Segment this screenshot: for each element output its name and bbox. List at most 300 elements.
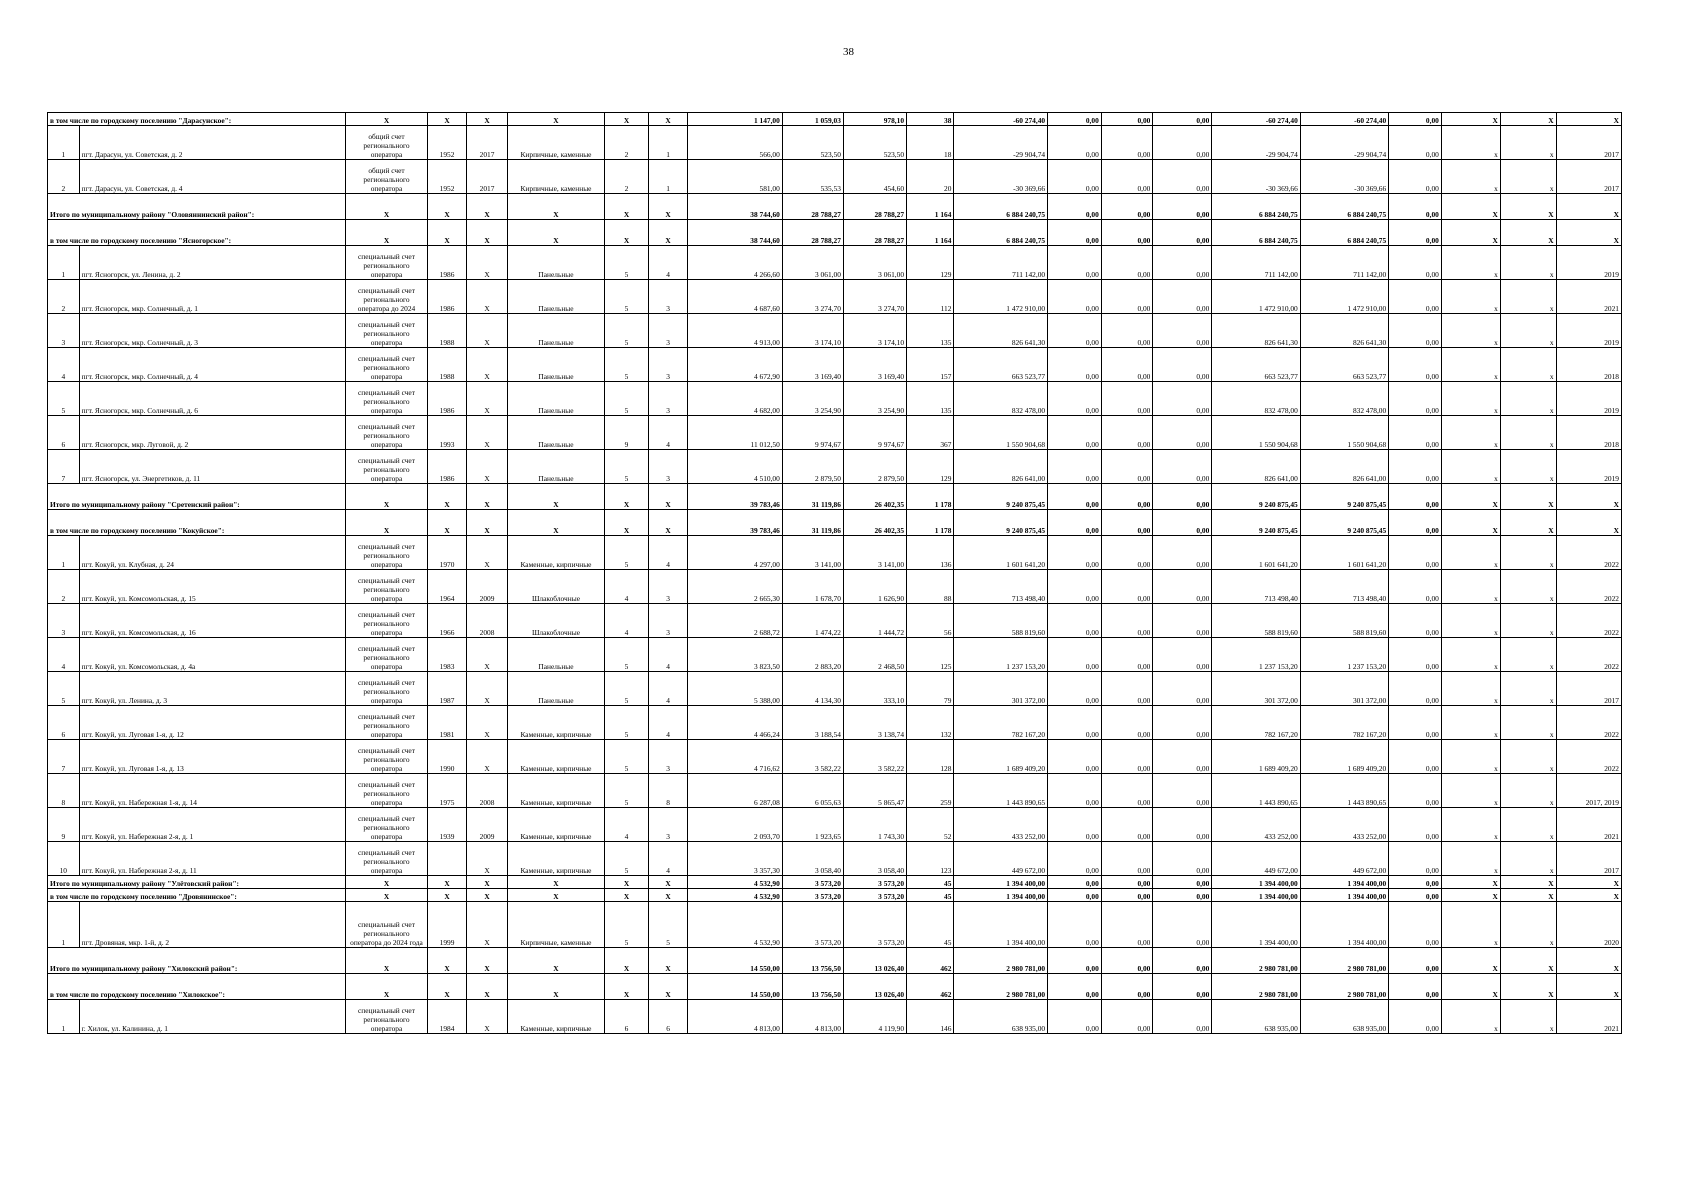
fund-1-cell: 0,00 [1048, 348, 1102, 382]
repair-year-cell: X [467, 510, 508, 536]
repair-year-cell: X [467, 246, 508, 280]
limit-2-cell: x [1500, 604, 1556, 638]
fund-2-cell: 0,00 [1101, 808, 1153, 842]
fund-3-cell: 0,00 [1153, 113, 1212, 126]
owners-funds-cell: 638 935,00 [1212, 1000, 1300, 1034]
total-area-cell: 4 913,00 [688, 314, 783, 348]
residents-cell: 132 [907, 706, 954, 740]
residents-cell: 146 [907, 1000, 954, 1034]
fund-3-cell: 0,00 [1153, 450, 1212, 484]
table-row [48, 706, 1622, 740]
owners-funds-cell: 2 980 781,00 [1212, 974, 1300, 1000]
specific-cost-cell: 0,00 [1389, 126, 1442, 160]
residents-cell: 45 [907, 902, 954, 948]
floors-cell: 5 [604, 774, 648, 808]
wall-material-cell: X [508, 889, 605, 902]
fund-1-cell: 0,00 [1048, 246, 1102, 280]
address-cell: пгт. Кокуй, ул. Луговая 1-я, д. 13 [79, 740, 345, 774]
row-number-cell: 3 [48, 604, 80, 638]
repair-year-cell: 2008 [467, 604, 508, 638]
area-premises-cell: 3 573,20 [782, 876, 843, 889]
planned-year-cell: X [1556, 510, 1621, 536]
owners-funds-cell: 1 689 409,20 [1212, 740, 1300, 774]
table-row [48, 570, 1622, 604]
subtotal-row [48, 194, 1622, 220]
wall-material-cell: Каменные, кирпичные [508, 1000, 605, 1034]
cost-total-cell: 1 394 400,00 [954, 889, 1048, 902]
limit-1-cell: x [1441, 348, 1500, 382]
limit-1-cell: x [1441, 314, 1500, 348]
limit-2-cell: x [1500, 740, 1556, 774]
wall-material-cell: Панельные [508, 246, 605, 280]
area-residential-cell: 3 573,20 [843, 876, 906, 889]
address-cell: пгт. Дровяная, мкр. 1-й, д. 2 [79, 902, 345, 948]
fund-1-cell: 0,00 [1048, 570, 1102, 604]
total-area-cell: 5 388,00 [688, 672, 783, 706]
total-area-cell: 3 357,30 [688, 842, 783, 876]
account-type-cell: специальный счет регионального оператора [345, 348, 427, 382]
entrances-cell: 1 [649, 126, 688, 160]
specific-cost-cell: 0,00 [1389, 889, 1442, 902]
owners-funds-cell: 663 523,77 [1212, 348, 1300, 382]
cost-total-cell: 6 884 240,75 [954, 220, 1048, 246]
fund-2-cell: 0,00 [1101, 974, 1153, 1000]
owners-funds-cell: 711 142,00 [1212, 246, 1300, 280]
entrances-cell: 3 [649, 280, 688, 314]
planned-year-cell: 2018 [1556, 348, 1621, 382]
repair-year-cell: 2009 [467, 808, 508, 842]
fund-total-cell: 638 935,00 [1300, 1000, 1388, 1034]
account-type-cell: общий счет регионального оператора [345, 126, 427, 160]
repair-year-cell: X [467, 113, 508, 126]
fund-2-cell: 0,00 [1101, 382, 1153, 416]
limit-1-cell: X [1441, 510, 1500, 536]
area-residential-cell: 13 026,40 [843, 948, 906, 974]
floors-cell: 5 [604, 246, 648, 280]
floors-cell: 4 [604, 604, 648, 638]
planned-year-cell: 2021 [1556, 808, 1621, 842]
entrances-cell: 3 [649, 314, 688, 348]
owners-funds-cell: 1 237 153,20 [1212, 638, 1300, 672]
residents-cell: 128 [907, 740, 954, 774]
row-number-cell: 3 [48, 314, 80, 348]
area-residential-cell: 1 626,90 [843, 570, 906, 604]
fund-1-cell: 0,00 [1048, 484, 1102, 510]
area-residential-cell: 2 879,50 [843, 450, 906, 484]
table-row [48, 902, 1622, 948]
fund-1-cell: 0,00 [1048, 536, 1102, 570]
address-cell: пгт. Кокуй, ул. Набережная 2-я, д. 11 [79, 842, 345, 876]
wall-material-cell: Кирпичные, каменные [508, 902, 605, 948]
row-number-cell: 2 [48, 160, 80, 194]
limit-2-cell: x [1500, 774, 1556, 808]
fund-total-cell: 663 523,77 [1300, 348, 1388, 382]
total-area-cell: 2 688,72 [688, 604, 783, 638]
limit-2-cell: x [1500, 246, 1556, 280]
owners-funds-cell: 832 478,00 [1212, 382, 1300, 416]
limit-2-cell: X [1500, 948, 1556, 974]
owners-funds-cell: 301 372,00 [1212, 672, 1300, 706]
planned-year-cell: 2022 [1556, 570, 1621, 604]
address-cell: пгт. Ясногорск, мкр. Солнечный, д. 3 [79, 314, 345, 348]
cost-total-cell: 711 142,00 [954, 246, 1048, 280]
account-type-cell: специальный счет регионального оператора [345, 570, 427, 604]
owners-funds-cell: 1 394 400,00 [1212, 902, 1300, 948]
planned-year-cell: 2022 [1556, 740, 1621, 774]
address-cell: пгт. Кокуй, ул. Комсомольская, д. 4а [79, 638, 345, 672]
account-type-cell: специальный счет регионального оператора [345, 246, 427, 280]
table-row [48, 348, 1622, 382]
specific-cost-cell: 0,00 [1389, 808, 1442, 842]
area-premises-cell: 13 756,50 [782, 974, 843, 1000]
account-type-cell: X [345, 484, 427, 510]
account-type-cell: X [345, 948, 427, 974]
area-residential-cell: 3 573,20 [843, 902, 906, 948]
wall-material-cell: Кирпичные, каменные [508, 160, 605, 194]
fund-3-cell: 0,00 [1153, 902, 1212, 948]
fund-total-cell: 1 394 400,00 [1300, 876, 1388, 889]
fund-2-cell: 0,00 [1101, 842, 1153, 876]
fund-3-cell: 0,00 [1153, 536, 1212, 570]
subtotal-label-cell: в том числе по городскому поселению "Кокуйское": [48, 510, 346, 536]
limit-2-cell: x [1500, 450, 1556, 484]
total-area-cell: 4 682,00 [688, 382, 783, 416]
area-residential-cell: 333,10 [843, 672, 906, 706]
fund-2-cell: 0,00 [1101, 416, 1153, 450]
planned-year-cell: 2019 [1556, 450, 1621, 484]
wall-material-cell: X [508, 876, 605, 889]
total-area-cell: 2 093,70 [688, 808, 783, 842]
entrances-cell: 1 [649, 160, 688, 194]
owners-funds-cell: 826 641,00 [1212, 450, 1300, 484]
area-premises-cell: 4 134,30 [782, 672, 843, 706]
limit-2-cell: X [1500, 113, 1556, 126]
residents-cell: 52 [907, 808, 954, 842]
row-number-cell: 8 [48, 774, 80, 808]
subtotal-row [48, 974, 1622, 1000]
fund-total-cell: 832 478,00 [1300, 382, 1388, 416]
fund-total-cell: 9 240 875,45 [1300, 510, 1388, 536]
fund-1-cell: 0,00 [1048, 842, 1102, 876]
table-row [48, 160, 1622, 194]
build-year-cell: 1988 [428, 314, 467, 348]
cost-total-cell: 2 980 781,00 [954, 948, 1048, 974]
area-premises-cell: 3 169,40 [782, 348, 843, 382]
owners-funds-cell: -60 274,40 [1212, 113, 1300, 126]
fund-2-cell: 0,00 [1101, 876, 1153, 889]
cost-total-cell: 1 550 904,68 [954, 416, 1048, 450]
fund-1-cell: 0,00 [1048, 638, 1102, 672]
total-area-cell: 11 012,50 [688, 416, 783, 450]
area-residential-cell: 4 119,90 [843, 1000, 906, 1034]
table-row [48, 604, 1622, 638]
wall-material-cell: X [508, 194, 605, 220]
table-row [48, 416, 1622, 450]
specific-cost-cell: 0,00 [1389, 113, 1442, 126]
wall-material-cell: Панельные [508, 382, 605, 416]
fund-total-cell: -30 369,66 [1300, 160, 1388, 194]
row-number-cell: 2 [48, 280, 80, 314]
planned-year-cell: X [1556, 484, 1621, 510]
limit-1-cell: x [1441, 902, 1500, 948]
subtotal-row [48, 113, 1622, 126]
row-number-cell: 4 [48, 638, 80, 672]
build-year-cell: 1986 [428, 450, 467, 484]
area-residential-cell: 3 138,74 [843, 706, 906, 740]
cost-total-cell: 1 472 910,00 [954, 280, 1048, 314]
fund-2-cell: 0,00 [1101, 536, 1153, 570]
floors-cell: 2 [604, 160, 648, 194]
build-year-cell: 1987 [428, 672, 467, 706]
specific-cost-cell: 0,00 [1389, 382, 1442, 416]
cost-total-cell: 9 240 875,45 [954, 484, 1048, 510]
limit-2-cell: x [1500, 672, 1556, 706]
build-year-cell: X [428, 974, 467, 1000]
fund-3-cell: 0,00 [1153, 740, 1212, 774]
limit-1-cell: X [1441, 876, 1500, 889]
fund-3-cell: 0,00 [1153, 706, 1212, 740]
fund-1-cell: 0,00 [1048, 510, 1102, 536]
total-area-cell: 6 287,08 [688, 774, 783, 808]
row-number-cell: 5 [48, 672, 80, 706]
entrances-cell: X [649, 194, 688, 220]
cost-total-cell: 1 443 890,65 [954, 774, 1048, 808]
entrances-cell: 3 [649, 570, 688, 604]
fund-total-cell: -29 904,74 [1300, 126, 1388, 160]
floors-cell: 2 [604, 126, 648, 160]
fund-2-cell: 0,00 [1101, 638, 1153, 672]
planned-year-cell: 2022 [1556, 604, 1621, 638]
cost-total-cell: 9 240 875,45 [954, 510, 1048, 536]
subtotal-row [48, 220, 1622, 246]
entrances-cell: 4 [649, 246, 688, 280]
area-premises-cell: 28 788,27 [782, 194, 843, 220]
area-premises-cell: 3 573,20 [782, 889, 843, 902]
specific-cost-cell: 0,00 [1389, 948, 1442, 974]
area-residential-cell: 3 141,00 [843, 536, 906, 570]
floors-cell: 5 [604, 902, 648, 948]
repair-year-cell: X [467, 842, 508, 876]
address-cell: пгт. Дарасун, ул. Советская, д. 4 [79, 160, 345, 194]
floors-cell: X [604, 220, 648, 246]
wall-material-cell: X [508, 113, 605, 126]
residents-cell: 129 [907, 450, 954, 484]
fund-1-cell: 0,00 [1048, 706, 1102, 740]
entrances-cell: 4 [649, 638, 688, 672]
area-premises-cell: 1 923,65 [782, 808, 843, 842]
total-area-cell: 4 687,60 [688, 280, 783, 314]
floors-cell: X [604, 876, 648, 889]
residents-cell: 136 [907, 536, 954, 570]
residents-cell: 135 [907, 314, 954, 348]
area-premises-cell: 1 474,22 [782, 604, 843, 638]
repair-year-cell: X [467, 876, 508, 889]
limit-2-cell: X [1500, 889, 1556, 902]
wall-material-cell: Панельные [508, 348, 605, 382]
floors-cell: 5 [604, 450, 648, 484]
limit-2-cell: x [1500, 126, 1556, 160]
address-cell: пгт. Кокуй, ул. Набережная 1-я, д. 14 [79, 774, 345, 808]
repair-year-cell: X [467, 902, 508, 948]
entrances-cell: 3 [649, 740, 688, 774]
limit-1-cell: x [1441, 536, 1500, 570]
account-type-cell: специальный счет регионального оператора [345, 1000, 427, 1034]
cost-total-cell: 638 935,00 [954, 1000, 1048, 1034]
limit-2-cell: X [1500, 974, 1556, 1000]
planned-year-cell: 2020 [1556, 902, 1621, 948]
area-premises-cell: 535,53 [782, 160, 843, 194]
page-number: 38 [843, 46, 854, 58]
limit-1-cell: x [1441, 450, 1500, 484]
build-year-cell: 1981 [428, 706, 467, 740]
address-cell: пгт. Ясногорск, мкр. Луговой, д. 2 [79, 416, 345, 450]
fund-3-cell: 0,00 [1153, 604, 1212, 638]
limit-2-cell: x [1500, 382, 1556, 416]
area-residential-cell: 3 174,10 [843, 314, 906, 348]
residents-cell: 259 [907, 774, 954, 808]
address-cell: пгт. Ясногорск, мкр. Солнечный, д. 1 [79, 280, 345, 314]
specific-cost-cell: 0,00 [1389, 220, 1442, 246]
fund-3-cell: 0,00 [1153, 126, 1212, 160]
area-residential-cell: 5 865,47 [843, 774, 906, 808]
planned-year-cell: 2021 [1556, 280, 1621, 314]
residents-cell: 38 [907, 113, 954, 126]
fund-3-cell: 0,00 [1153, 808, 1212, 842]
planned-year-cell: X [1556, 194, 1621, 220]
area-premises-cell: 31 119,86 [782, 510, 843, 536]
residents-cell: 1 164 [907, 220, 954, 246]
fund-2-cell: 0,00 [1101, 160, 1153, 194]
residents-cell: 20 [907, 160, 954, 194]
fund-total-cell: 2 980 781,00 [1300, 948, 1388, 974]
fund-1-cell: 0,00 [1048, 314, 1102, 348]
table-body [48, 113, 1622, 1034]
row-number-cell: 7 [48, 450, 80, 484]
subtotal-row [48, 889, 1622, 902]
build-year-cell: X [428, 876, 467, 889]
wall-material-cell: X [508, 484, 605, 510]
residents-cell: 18 [907, 126, 954, 160]
fund-3-cell: 0,00 [1153, 220, 1212, 246]
owners-funds-cell: 6 884 240,75 [1212, 220, 1300, 246]
planned-year-cell: 2017 [1556, 126, 1621, 160]
specific-cost-cell: 0,00 [1389, 1000, 1442, 1034]
build-year-cell: 1975 [428, 774, 467, 808]
residents-cell: 88 [907, 570, 954, 604]
area-residential-cell: 3 573,20 [843, 889, 906, 902]
limit-2-cell: X [1500, 876, 1556, 889]
fund-total-cell: 6 884 240,75 [1300, 220, 1388, 246]
row-number-cell: 6 [48, 706, 80, 740]
fund-total-cell: 1 237 153,20 [1300, 638, 1388, 672]
area-residential-cell: 2 468,50 [843, 638, 906, 672]
account-type-cell: специальный счет регионального оператора [345, 536, 427, 570]
fund-1-cell: 0,00 [1048, 1000, 1102, 1034]
fund-3-cell: 0,00 [1153, 638, 1212, 672]
total-area-cell: 4 672,90 [688, 348, 783, 382]
address-cell: пгт. Ясногорск, мкр. Солнечный, д. 6 [79, 382, 345, 416]
repair-year-cell: X [467, 1000, 508, 1034]
fund-2-cell: 0,00 [1101, 604, 1153, 638]
fund-3-cell: 0,00 [1153, 1000, 1212, 1034]
row-number-cell: 1 [48, 246, 80, 280]
total-area-cell: 4 716,62 [688, 740, 783, 774]
limit-1-cell: x [1441, 382, 1500, 416]
account-type-cell: X [345, 510, 427, 536]
limit-1-cell: X [1441, 220, 1500, 246]
table-row [48, 774, 1622, 808]
floors-cell: X [604, 974, 648, 1000]
build-year-cell: 1964 [428, 570, 467, 604]
wall-material-cell: X [508, 948, 605, 974]
fund-total-cell: 1 394 400,00 [1300, 902, 1388, 948]
repair-year-cell: X [467, 706, 508, 740]
owners-funds-cell: 782 167,20 [1212, 706, 1300, 740]
wall-material-cell: Панельные [508, 280, 605, 314]
fund-3-cell: 0,00 [1153, 510, 1212, 536]
area-premises-cell: 31 119,86 [782, 484, 843, 510]
area-premises-cell: 3 254,90 [782, 382, 843, 416]
repair-year-cell: 2017 [467, 126, 508, 160]
specific-cost-cell: 0,00 [1389, 604, 1442, 638]
specific-cost-cell: 0,00 [1389, 672, 1442, 706]
row-number-cell: 1 [48, 536, 80, 570]
row-number-cell: 5 [48, 382, 80, 416]
fund-1-cell: 0,00 [1048, 113, 1102, 126]
specific-cost-cell: 0,00 [1389, 774, 1442, 808]
area-premises-cell: 2 883,20 [782, 638, 843, 672]
limit-2-cell: x [1500, 638, 1556, 672]
account-type-cell: специальный счет регионального оператора до 2024 года [345, 902, 427, 948]
fund-3-cell: 0,00 [1153, 774, 1212, 808]
total-area-cell: 581,00 [688, 160, 783, 194]
table-row [48, 672, 1622, 706]
planned-year-cell: X [1556, 113, 1621, 126]
wall-material-cell: Каменные, кирпичные [508, 706, 605, 740]
subtotal-row [48, 876, 1622, 889]
subtotal-label-cell: Итого по муниципальному району "Сретенский район": [48, 484, 346, 510]
repair-year-cell: 2017 [467, 160, 508, 194]
fund-total-cell: 449 672,00 [1300, 842, 1388, 876]
repair-year-cell: X [467, 948, 508, 974]
build-year-cell: 1952 [428, 126, 467, 160]
owners-funds-cell: 588 819,60 [1212, 604, 1300, 638]
fund-3-cell: 0,00 [1153, 948, 1212, 974]
limit-2-cell: x [1500, 706, 1556, 740]
fund-3-cell: 0,00 [1153, 889, 1212, 902]
limit-1-cell: x [1441, 246, 1500, 280]
fund-1-cell: 0,00 [1048, 194, 1102, 220]
floors-cell: X [604, 510, 648, 536]
limit-2-cell: x [1500, 280, 1556, 314]
fund-2-cell: 0,00 [1101, 194, 1153, 220]
fund-2-cell: 0,00 [1101, 280, 1153, 314]
limit-2-cell: X [1500, 510, 1556, 536]
planned-year-cell: 2022 [1556, 706, 1621, 740]
fund-3-cell: 0,00 [1153, 672, 1212, 706]
owners-funds-cell: 1 550 904,68 [1212, 416, 1300, 450]
repair-year-cell: X [467, 889, 508, 902]
address-cell: пгт. Кокуй, ул. Набережная 2-я, д. 1 [79, 808, 345, 842]
specific-cost-cell: 0,00 [1389, 416, 1442, 450]
area-residential-cell: 3 274,70 [843, 280, 906, 314]
limit-1-cell: x [1441, 1000, 1500, 1034]
floors-cell: 5 [604, 536, 648, 570]
fund-1-cell: 0,00 [1048, 974, 1102, 1000]
cost-total-cell: 588 819,60 [954, 604, 1048, 638]
repair-year-cell: X [467, 280, 508, 314]
account-type-cell: X [345, 974, 427, 1000]
